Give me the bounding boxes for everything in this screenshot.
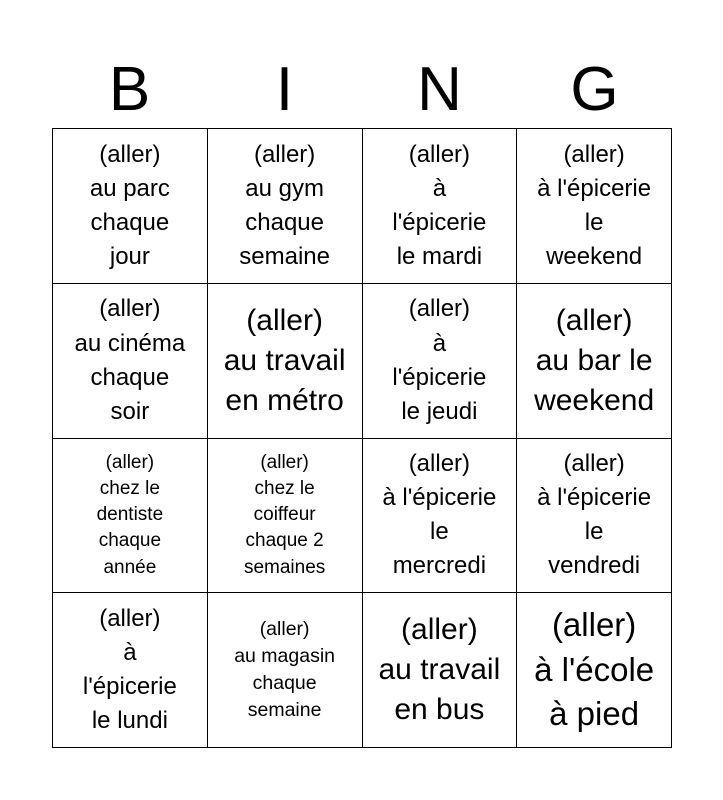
bingo-cell-r3c4[interactable] — [517, 439, 672, 594]
cell-text: (aller) au gym chaque semaine — [239, 140, 330, 270]
cell-text: (aller) au travail en bus — [378, 613, 501, 727]
bingo-header — [52, 52, 672, 128]
header-letter-i: I — [275, 55, 294, 124]
cell-text: (aller) au bar le weekend — [534, 303, 655, 417]
cell-text: (aller) chez le coiffeur chaque 2 semaines — [243, 451, 326, 578]
cell-text: (aller) à l'épicerie le lundi — [82, 604, 177, 735]
cell-text: (aller) à l'épicerie le mercredi — [382, 450, 497, 580]
cell-text: (aller) à l'épicerie le mardi — [392, 140, 487, 270]
bingo-cell-r4c2[interactable] — [208, 593, 363, 748]
cell-text: (aller) au travail en métro — [223, 303, 346, 417]
bingo-cell-r2c2[interactable] — [208, 284, 363, 439]
bingo-cell-r2c4[interactable] — [517, 284, 672, 439]
bingo-cell-r1c1[interactable] — [53, 129, 208, 284]
cell-text: (aller) chez le dentiste chaque année — [96, 451, 164, 578]
cell-text: (aller) au cinéma chaque soir — [74, 295, 186, 425]
header-letter-b: B — [108, 55, 151, 124]
bingo-cell-r1c4[interactable] — [517, 129, 672, 284]
bingo-cell-r2c3[interactable] — [363, 284, 518, 439]
bingo-cell-r4c3[interactable] — [363, 593, 518, 748]
bingo-grid — [52, 128, 672, 748]
bingo-cell-r2c1[interactable] — [53, 284, 208, 439]
cell-text: (aller) à l'épicerie le vendredi — [537, 450, 652, 580]
bingo-cell-r3c3[interactable] — [363, 439, 518, 594]
cell-text: (aller) à l'épicerie le jeudi — [392, 295, 487, 425]
bingo-cell-r1c2[interactable] — [208, 129, 363, 284]
bingo-cell-r1c3[interactable] — [363, 129, 518, 284]
cell-text: (aller) à l'épicerie le weekend — [537, 140, 652, 270]
cell-text: (aller) à l'école à pied — [534, 606, 655, 733]
header-letter-g: G — [570, 55, 619, 124]
bingo-cell-r3c2[interactable] — [208, 439, 363, 594]
bingo-cell-r4c4[interactable] — [517, 593, 672, 748]
bingo-cell-r3c1[interactable] — [53, 439, 208, 594]
header-letter-n: N — [417, 55, 462, 124]
cell-text: (aller) au magasin chaque semaine — [234, 617, 336, 722]
bingo-cell-r4c1[interactable] — [53, 593, 208, 748]
cell-text: (aller) au parc chaque jour — [89, 140, 170, 270]
